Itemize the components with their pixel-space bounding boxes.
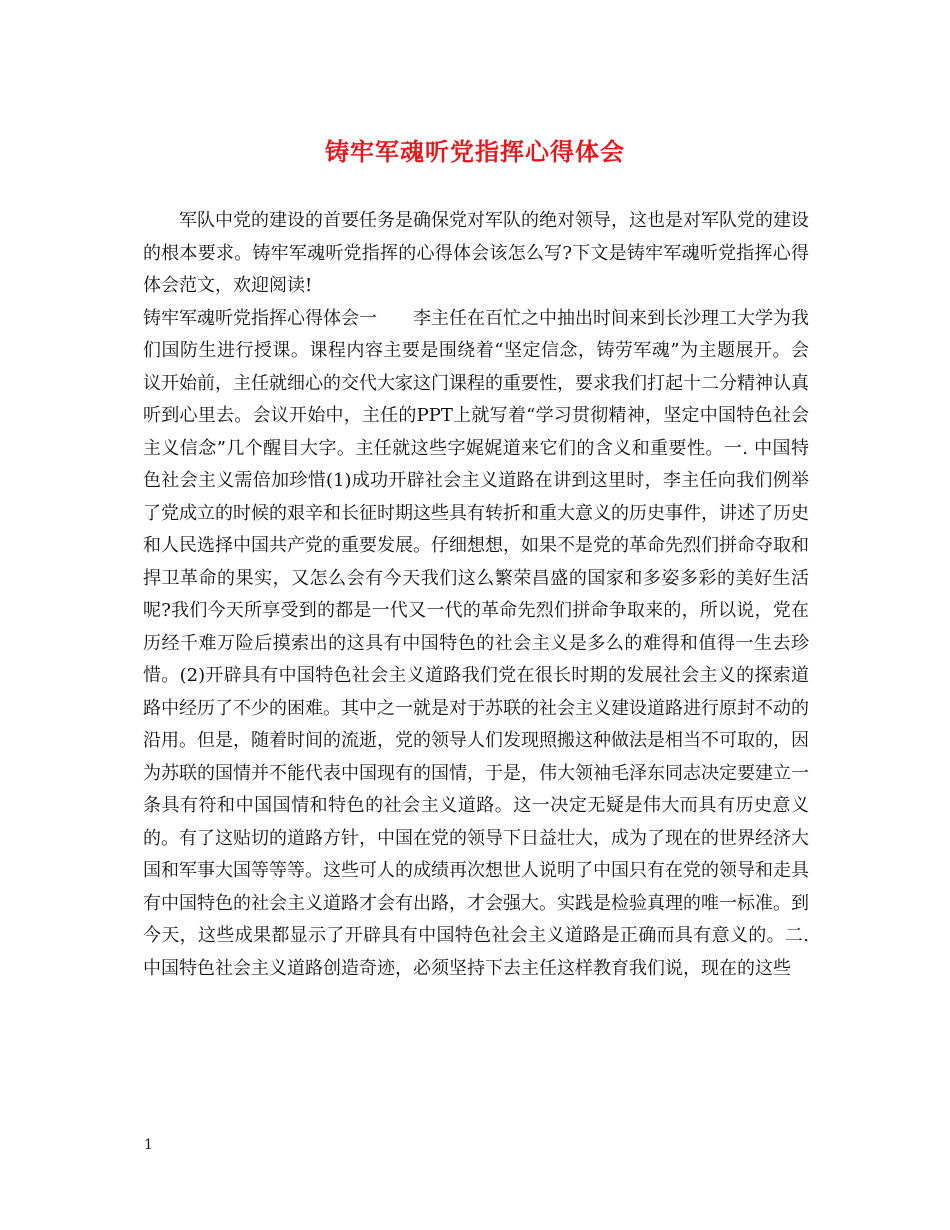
document-body: [143, 205, 809, 985]
page-number: 1: [144, 1137, 153, 1153]
main-paragraph: 铸牢军魂听党指挥心得体会一 李主任在百忙之中抽出时间来到长沙理工大学为我们国防生进行授课。课程内容主要是围绕着“坚定信念，铸劳军魂”为主题展开。会议开始前，主任就细心的交代大家这门课程的重要性，要求我们打起十二分精神认真听到心里去。会议开始中，主任的PPT上就写着“学习贯彻精神，坚定中国特色社会主义信念”几个醒目大字。主任就这些字娓娓道来它们的含义和重要性。一. 中国特色社会主义需倍加珍惜(1)成功开辟社会主义道路在讲到这里时，李主任向我们例举了党成立的时候的艰辛和长征时期这些具有转折和重大意义的历史事件，讲述了历史和人民选择中国共产党的重要发展。仔细想想，如果不是党的革命先烈们拼命夺取和捍卫革命的果实，又怎么会有今天我们这么繁荣昌盛的国家和多姿多彩的美好生活呢?我们今天所享受到的都是一代又一代的革命先烈们拼命争取来的，所以说，党在历经千难万险后摸索出的这具有中国特色的社会主义是多么的难得和值得一生去珍惜。(2)开辟具有中国特色社会主义道路我们党在很长时期的发展社会主义的探索道路中经历了不少的困难。其中之一就是对于苏联的社会主义建设道路进行原封不动的沿用。但是，随着时间的流逝，党的领导人们发现照搬这种做法是相当不可取的，因为苏联的国情并不能代表中国现有的国情，于是，伟大领袖毛泽东同志决定要建立一条具有符和中国国情和特色的社会主义道路。这一决定无疑是伟大而具有历史意义的。有了这贴切的道路方针，中国在党的领导下日益壮大，成为了现在的世界经济大国和军事大国等等等。这些可人的成绩再次想世人说明了中国只有在党的领导和走具有中国特色的社会主义道路才会有出路，才会强大。实践是检验真理的唯一标准。到今天，这些成果都显示了开辟具有中国特色社会主义道路是正确而具有意义的。二. 中国特色社会主义道路创造奇迹，必须坚持下去主任这样教育我们说，现在的这些: [143, 307, 809, 979]
document-title: 铸牢军魂听党指挥心得体会: [325, 137, 625, 166]
intro-paragraph: 军队中党的建设的首要任务是确保党对军队的绝对领导，这也是对军队党的建设的根本要求。铸牢军魂听党指挥的心得体会该怎么写?下文是铸牢军魂听党指挥心得体会范文，欢迎阅读!: [143, 210, 809, 296]
